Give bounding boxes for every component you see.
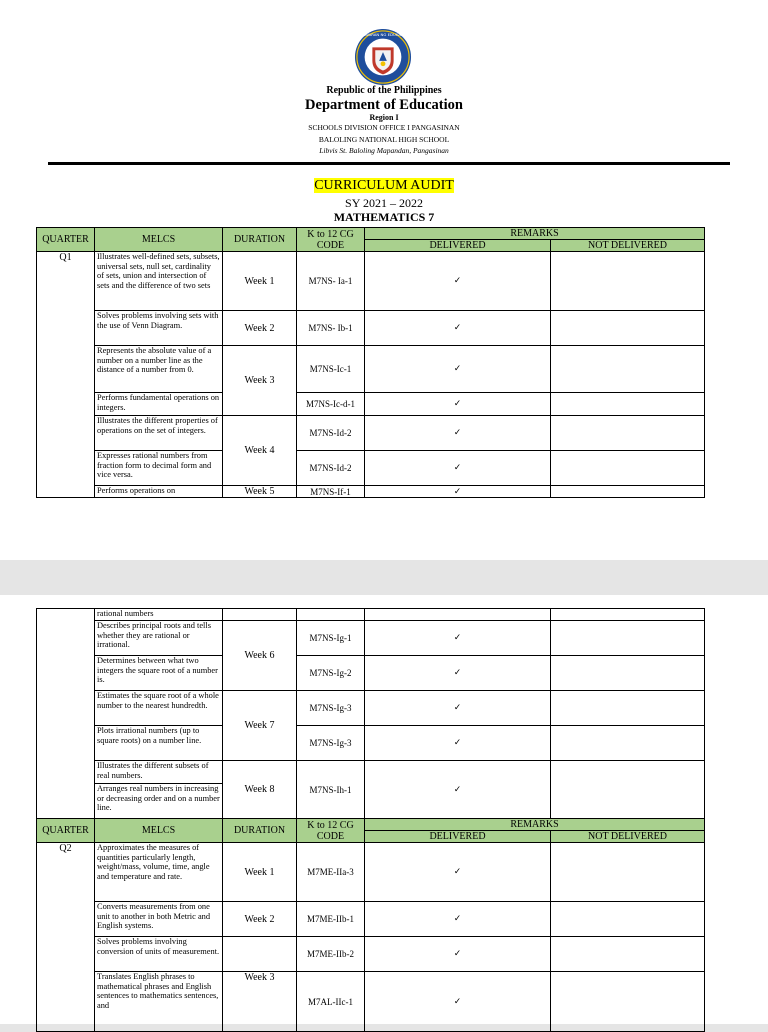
delivered-check: ✓ xyxy=(365,311,551,346)
melc-cell: Plots irrational numbers (up to square roots) on a number line. xyxy=(95,726,223,761)
republic-line: Republic of the Philippines xyxy=(326,85,442,96)
quarter-cell: Q2 xyxy=(37,843,95,1032)
melc-cell: Performs fundamental operations on integers. xyxy=(95,393,223,416)
melc-cell: Illustrates well-defined sets, subsets, universal sets, null set, cardinality of sets, union and intersection of sets and the difference of two sets xyxy=(95,252,223,311)
code-cell: M7NS-Id-2 xyxy=(297,451,365,486)
code-cell: M7NS-Ig-3 xyxy=(297,726,365,761)
melc-cell: Approximates the measures of quantities particularly length, weight/mass, volume, time, angle and temperature and rate. xyxy=(95,843,223,902)
week-cell: Week 1 xyxy=(223,252,297,311)
week-cell: Week 5 xyxy=(223,486,297,498)
code-cell: M7NS- Ia-1 xyxy=(297,252,365,311)
delivered-check: ✓ xyxy=(365,393,551,416)
week-cell: Week 6 xyxy=(223,621,297,691)
code-cell: M7NS- Ib-1 xyxy=(297,311,365,346)
delivered-check: ✓ xyxy=(365,451,551,486)
not-delivered-cell xyxy=(551,451,705,486)
code-cell: M7NS-Ig-2 xyxy=(297,656,365,691)
header-duration: DURATION xyxy=(223,228,297,252)
melc-cell: Illustrates the different subsets of real numbers. xyxy=(95,761,223,784)
quarter-cell: Q1 xyxy=(37,252,95,498)
header-code: K to 12 CG CODE xyxy=(297,819,365,843)
delivered-check: ✓ xyxy=(365,972,551,1032)
not-delivered-cell xyxy=(551,972,705,1032)
week-cell: Week 2 xyxy=(223,902,297,937)
header-not-delivered: NOT DELIVERED xyxy=(551,831,705,843)
code-cell: M7NS-Ic-1 xyxy=(297,346,365,393)
quarter-cell-continued xyxy=(37,609,95,819)
school-line: BALOLING NATIONAL HIGH SCHOOL xyxy=(318,135,450,144)
not-delivered-cell xyxy=(551,761,705,819)
delivered-check: ✓ xyxy=(365,726,551,761)
department-line: Department of Education xyxy=(305,97,463,113)
not-delivered-cell xyxy=(551,311,705,346)
document-title: CURRICULUM AUDIT xyxy=(314,178,454,193)
melc-cell: Illustrates the different properties of operations on the set of integers. xyxy=(95,416,223,451)
week-cell: Week 1 xyxy=(223,843,297,902)
week-cell: Week 3 xyxy=(223,972,297,1032)
not-delivered-cell xyxy=(551,843,705,902)
title-line xyxy=(0,178,768,194)
subject-title: MATHEMATICS 7 xyxy=(333,210,435,224)
header-divider xyxy=(48,162,730,165)
melc-cell: Represents the absolute value of a number on a number line as the distance of a number from 0. xyxy=(95,346,223,393)
not-delivered-cell xyxy=(551,416,705,451)
delivered-check: ✓ xyxy=(365,621,551,656)
header-remarks: REMARKS xyxy=(365,819,705,831)
code-cell: M7NS-Ig-3 xyxy=(297,691,365,726)
header-delivered: DELIVERED xyxy=(365,240,551,252)
header-remarks: REMARKS xyxy=(365,228,705,240)
code-cell: M7ME-IIb-1 xyxy=(297,902,365,937)
week-cell: Week 3 xyxy=(223,346,297,416)
week-cell xyxy=(223,937,297,972)
delivered-check: ✓ xyxy=(365,843,551,902)
code-cell: M7AL-IIc-1 xyxy=(297,972,365,1032)
delivered-check: ✓ xyxy=(365,902,551,937)
delivered-check: ✓ xyxy=(365,416,551,451)
not-delivered-cell xyxy=(551,252,705,311)
division-line: SCHOOLS DIVISION OFFICE I PANGASINAN xyxy=(308,123,460,132)
delivered-check: ✓ xyxy=(365,761,551,819)
not-delivered-cell xyxy=(551,609,705,621)
delivered-check: ✓ xyxy=(365,486,551,498)
code-cell: M7NS-Ig-1 xyxy=(297,621,365,656)
code-cell: M7NS-If-1 xyxy=(297,486,365,498)
address-line: Libvis St. Baloling Mapandan, Pangasinan xyxy=(319,146,449,155)
not-delivered-cell xyxy=(551,393,705,416)
code-cell: M7NS-Ih-1 xyxy=(297,761,365,819)
header-melcs: MELCS xyxy=(95,228,223,252)
region-line: Region I xyxy=(369,113,399,122)
header-quarter: QUARTER xyxy=(37,228,95,252)
melc-cell: Describes principal roots and tells whether they are rational or irrational. xyxy=(95,621,223,656)
delivered-check: ✓ xyxy=(365,937,551,972)
curriculum-table-page-1 xyxy=(36,227,705,498)
melc-cell: Arranges real numbers in increasing or decreasing order and on a number line. xyxy=(95,784,223,819)
melc-cell: Translates English phrases to mathematical phrases and English sentences to mathematics sentences, and xyxy=(95,972,223,1032)
week-cell: Week 7 xyxy=(223,691,297,761)
header-code: K to 12 CG CODE xyxy=(297,228,365,252)
header-not-delivered: NOT DELIVERED xyxy=(551,240,705,252)
svg-text:KAGAWARAN NG EDUKASYON: KAGAWARAN NG EDUKASYON xyxy=(354,32,412,38)
deped-seal-logo xyxy=(354,28,412,86)
code-cell: M7NS-Ic-d-1 xyxy=(297,393,365,416)
not-delivered-cell xyxy=(551,486,705,498)
not-delivered-cell xyxy=(551,656,705,691)
melc-cell: Solves problems involving sets with the use of Venn Diagram. xyxy=(95,311,223,346)
melc-cell: Performs operations on xyxy=(95,486,223,498)
document-page-2 xyxy=(0,595,768,1024)
school-year: SY 2021 – 2022 xyxy=(345,196,423,210)
week-cell: Week 4 xyxy=(223,416,297,486)
not-delivered-cell xyxy=(551,621,705,656)
melc-cell: Determines between what two integers the square root of a number is. xyxy=(95,656,223,691)
melc-cell: Expresses rational numbers from fraction form to decimal form and vice versa. xyxy=(95,451,223,486)
header-delivered: DELIVERED xyxy=(365,831,551,843)
melc-cell: Estimates the square root of a whole number to the nearest hundredth. xyxy=(95,691,223,726)
not-delivered-cell xyxy=(551,726,705,761)
delivered-check: ✓ xyxy=(365,691,551,726)
delivered-cell xyxy=(365,609,551,621)
delivered-check: ✓ xyxy=(365,252,551,311)
delivered-check: ✓ xyxy=(365,346,551,393)
not-delivered-cell xyxy=(551,346,705,393)
week-cell: Week 2 xyxy=(223,311,297,346)
code-cell: M7NS-Id-2 xyxy=(297,416,365,451)
not-delivered-cell xyxy=(551,691,705,726)
melc-cell: Solves problems involving conversion of units of measurement. xyxy=(95,937,223,972)
week-cell: Week 8 xyxy=(223,761,297,819)
code-cell xyxy=(297,609,365,621)
not-delivered-cell xyxy=(551,937,705,972)
header-melcs: MELCS xyxy=(95,819,223,843)
melc-cell: rational numbers xyxy=(95,609,223,621)
week-cell xyxy=(223,609,297,621)
header-quarter: QUARTER xyxy=(37,819,95,843)
curriculum-table-page-2 xyxy=(36,608,705,1032)
code-cell: M7ME-IIb-2 xyxy=(297,937,365,972)
delivered-check: ✓ xyxy=(365,656,551,691)
melc-cell: Converts measurements from one unit to another in both Metric and English systems. xyxy=(95,902,223,937)
not-delivered-cell xyxy=(551,902,705,937)
header-duration: DURATION xyxy=(223,819,297,843)
code-cell: M7ME-IIa-3 xyxy=(297,843,365,902)
